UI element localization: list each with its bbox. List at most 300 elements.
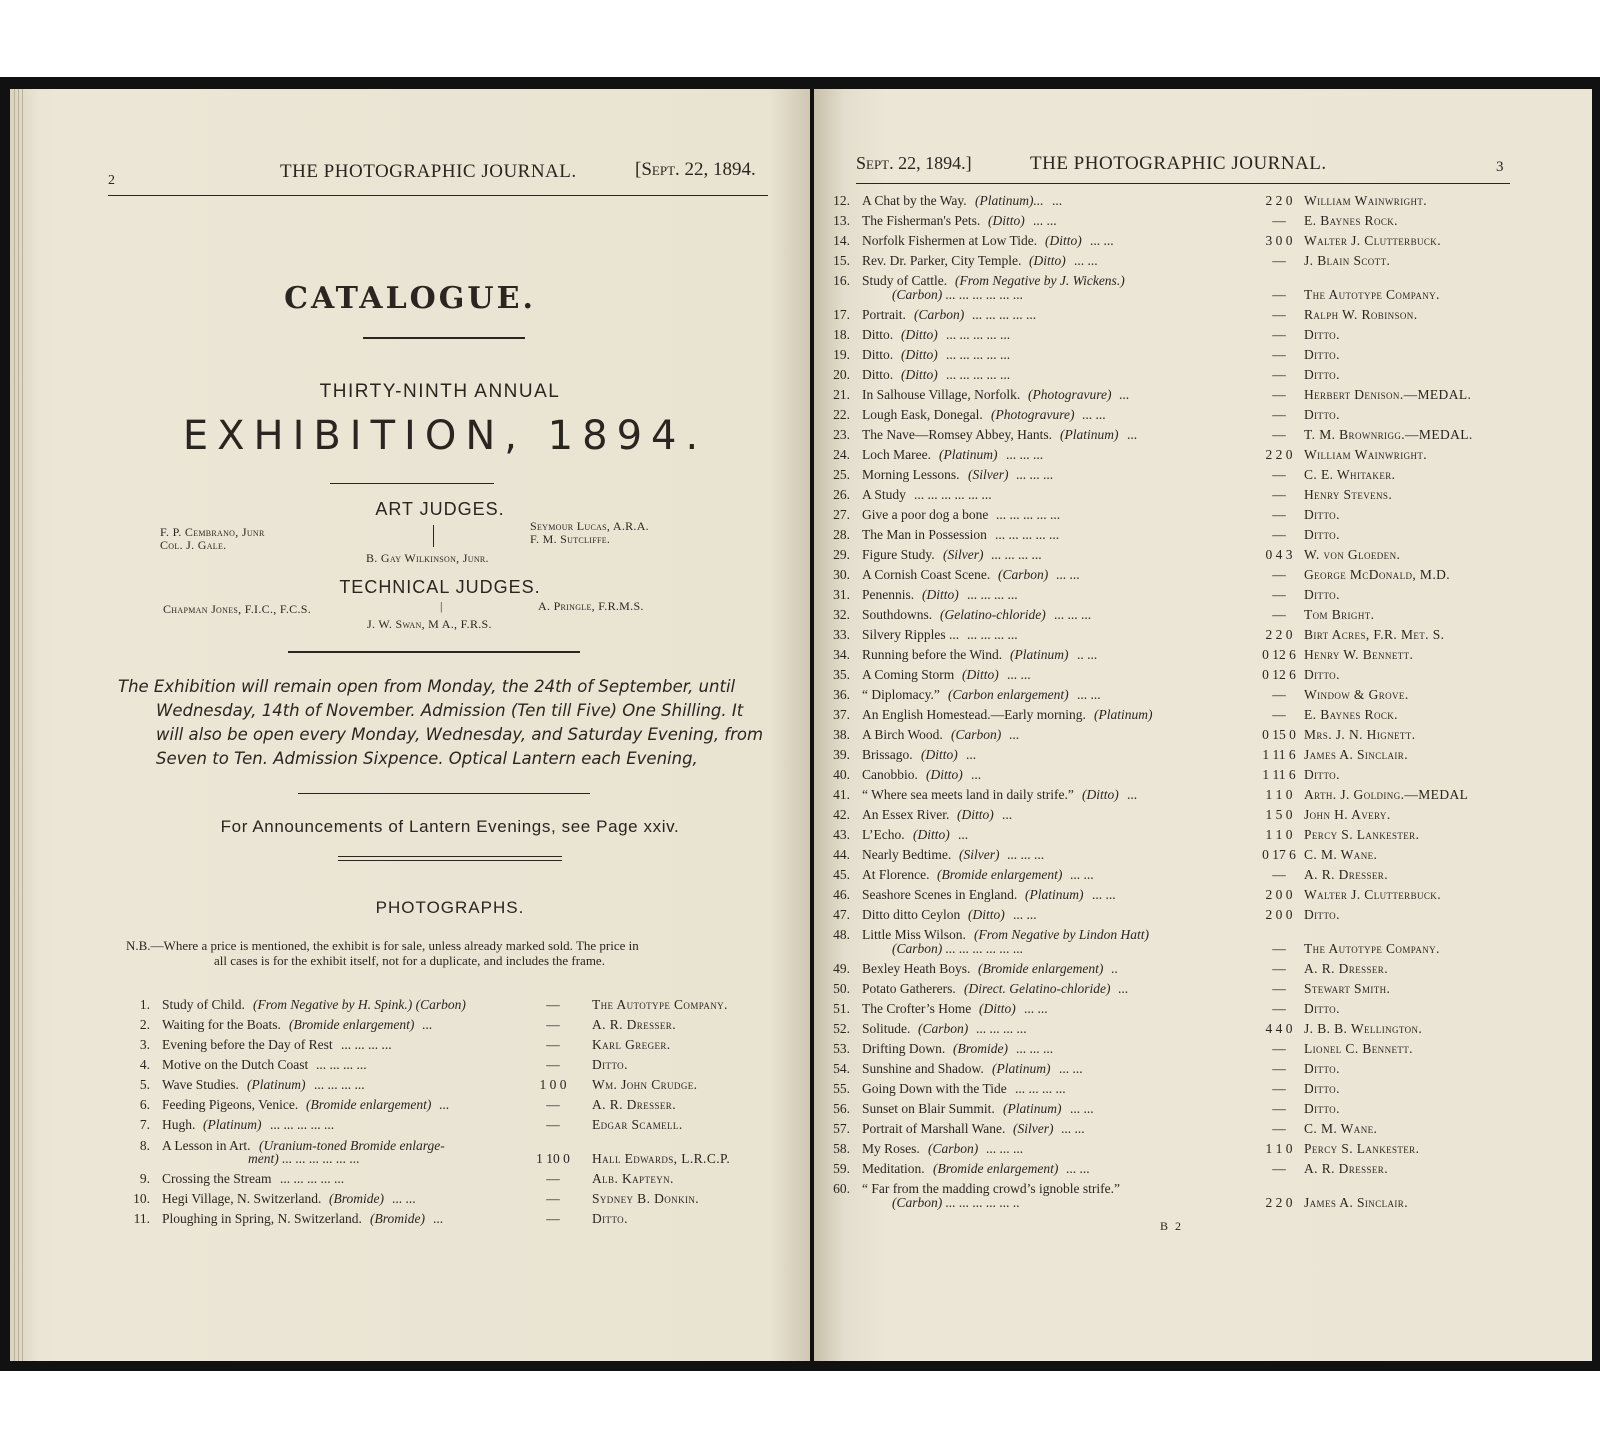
entry-title: Canobbio.	[862, 767, 918, 782]
art-judges-heading: ART JUDGES.	[375, 499, 505, 519]
entry-leader: ... ... ... ...	[1015, 1081, 1066, 1096]
entry-title: Give a poor dog a bone	[862, 507, 989, 522]
entry-exhibitor: Birt Acres, F.R. Met. S.	[1304, 627, 1445, 642]
entry-price: —	[1272, 1121, 1286, 1136]
entry-title: Ploughing in Spring, N. Switzerland.	[162, 1211, 362, 1226]
entry-exhibitor: William Wainwright.	[1304, 447, 1428, 462]
catalogue-entry	[814, 193, 1584, 213]
entry-exhibitor: Tom Bright.	[1304, 607, 1375, 622]
entry-medium: (Ditto)	[901, 327, 938, 342]
entry-leader: ... ... ... ... ...	[270, 1117, 335, 1132]
entry-title: Nearly Bedtime.	[862, 847, 952, 862]
entry-price: —	[1272, 1061, 1286, 1076]
entry-continuation: (Carbon) ... ... ... ... ... ...	[892, 287, 1024, 302]
entry-medium: (Bromide)	[329, 1191, 384, 1206]
entry-price: —	[1272, 607, 1286, 622]
entry-price: —	[1272, 487, 1286, 502]
entry-exhibitor: Ditto.	[1304, 1061, 1340, 1076]
entry-number: 27.	[833, 507, 850, 522]
entry-medium: (Silver)	[968, 467, 1009, 482]
entry-exhibitor: Ditto.	[1304, 767, 1340, 782]
lantern-announcement: For Announcements of Lantern Evenings, see Page xxiv.	[220, 817, 680, 836]
entry-medium: (From Negative by J. Wickens.)	[955, 273, 1125, 288]
right-page-number: 3	[1496, 159, 1504, 175]
entry-title: Hugh.	[162, 1117, 196, 1132]
entry-medium: (Platinum)	[939, 447, 998, 462]
entry-number: 12.	[833, 193, 850, 208]
entry-leader: ... ... ... ... ... ...	[914, 487, 992, 502]
header-rule	[856, 183, 1510, 184]
catalogue-entry	[814, 307, 1584, 327]
entry-exhibitor: Lionel C. Bennett.	[1304, 1041, 1413, 1056]
entry-number: 33.	[833, 627, 850, 642]
entry-price: —	[1272, 707, 1286, 722]
entry-title: An English Homestead.—Early morning.	[862, 707, 1086, 722]
entry-exhibitor: Henry W. Bennett.	[1304, 647, 1414, 662]
entry-leader: ... ... ... ... ...	[946, 367, 1011, 382]
entry-exhibitor: Ditto.	[1304, 527, 1340, 542]
entry-number: 51.	[833, 1001, 850, 1016]
entry-number: 36.	[833, 687, 850, 702]
entry-number: 31.	[833, 587, 850, 602]
entry-exhibitor: W. von Gloeden.	[1304, 547, 1401, 562]
entry-medium: (Bromide)	[370, 1211, 425, 1226]
left-page	[10, 89, 810, 1361]
entry-number: 37.	[833, 707, 850, 722]
technical-judge: A. Pringle, F.R.M.S.	[538, 599, 644, 613]
right-running-date: Sept. 22, 1894.]	[856, 153, 972, 173]
entry-title: A Lesson in Art.	[162, 1138, 251, 1153]
entry-exhibitor: Ditto.	[1304, 667, 1340, 682]
entry-price: 1 11 6	[1262, 767, 1296, 782]
entry-title: Lough Eask, Donegal.	[862, 407, 983, 422]
entry-exhibitor: Ralph W. Robinson.	[1304, 307, 1418, 322]
entry-medium: (Bromide enlargement)	[933, 1161, 1059, 1176]
entry-leader: ... ... ...	[1054, 607, 1092, 622]
entry-price: 2 0 0	[1265, 907, 1293, 922]
entry-title: Penennis.	[862, 587, 915, 602]
nb-note	[126, 938, 796, 968]
entry-medium: (Ditto)	[901, 367, 938, 382]
entry-exhibitor: C. E. Whitaker.	[1304, 467, 1396, 482]
entry-medium: (Bromide enlargement)	[978, 961, 1104, 976]
entry-price: —	[1272, 327, 1286, 342]
entry-leader: ...	[1118, 981, 1129, 996]
entry-number: 60.	[833, 1181, 850, 1196]
entry-title: Brissago.	[862, 747, 913, 762]
catalogue-entry	[814, 253, 1584, 273]
entry-number: 15.	[833, 253, 850, 268]
entry-leader: ... ... ... ...	[341, 1037, 392, 1052]
entry-exhibitor: Ditto.	[1304, 1101, 1340, 1116]
entry-number: 42.	[833, 807, 850, 822]
catalogue-entry	[814, 1141, 1584, 1161]
entry-leader: ...	[433, 1211, 444, 1226]
art-judge: Seymour Lucas, A.R.A.	[530, 519, 649, 533]
catalogue-entry	[814, 1101, 1584, 1121]
entry-leader: ... ... ...	[1016, 1041, 1054, 1056]
entry-title: Ditto.	[862, 327, 894, 342]
catalogue-entry	[814, 487, 1584, 507]
catalogue-entry	[814, 367, 1584, 387]
entry-exhibitor: J. Blain Scott.	[1304, 253, 1391, 268]
catalogue-entry	[10, 1138, 790, 1166]
entry-exhibitor: Wm. John Crudge.	[592, 1077, 698, 1092]
entry-price: —	[1272, 527, 1286, 542]
entry-price: —	[1272, 867, 1286, 882]
divider-rule	[288, 651, 580, 653]
entry-title: Study of Child.	[162, 997, 245, 1012]
entry-medium: (Platinum)	[203, 1117, 262, 1132]
catalogue-entry	[814, 233, 1584, 253]
entry-number: 13.	[833, 213, 850, 228]
entry-medium: (Carbon)	[918, 1021, 969, 1036]
entry-exhibitor: The Autotype Company.	[1304, 287, 1440, 302]
entry-medium: (Uranium-toned Bromide enlarge-	[259, 1138, 445, 1153]
entry-title: Southdowns.	[862, 607, 933, 622]
entry-exhibitor: J. B. B. Wellington.	[1304, 1021, 1423, 1036]
entry-leader: ...	[439, 1097, 450, 1112]
entry-leader: ... ...	[1033, 213, 1057, 228]
entry-price: —	[1272, 961, 1286, 976]
entry-number: 45.	[833, 867, 850, 882]
entry-medium: (Gelatino-chloride)	[940, 607, 1046, 622]
entry-title: In Salhouse Village, Norfolk.	[862, 387, 1021, 402]
entry-title: Seashore Scenes in England.	[862, 887, 1018, 902]
entry-title: Figure Study.	[862, 547, 935, 562]
entry-leader: ...	[958, 827, 969, 842]
entry-exhibitor: E. Baynes Rock.	[1304, 707, 1398, 722]
entry-price: —	[1272, 347, 1286, 362]
entry-medium: (Ditto)	[957, 807, 994, 822]
entry-leader: ... ... ...	[1016, 467, 1054, 482]
notice-line: Wednesday, 14th of November. Admission (Ten till Five) One Shilling. It	[156, 701, 744, 720]
catalogue-entry	[814, 727, 1584, 747]
art-judge: B. Gay Wilkinson, Junr.	[366, 551, 489, 565]
entry-price: —	[1272, 307, 1286, 322]
entry-title: Little Miss Wilson.	[862, 927, 966, 942]
entry-exhibitor: A. R. Dresser.	[1304, 1161, 1388, 1176]
entry-title: Potato Gatherers.	[862, 981, 956, 996]
entry-title: Meditation.	[862, 1161, 925, 1176]
catalogue-entry	[814, 273, 1584, 302]
entry-price: —	[1272, 507, 1286, 522]
entry-price: —	[546, 997, 560, 1012]
catalogue-entry	[814, 981, 1584, 1001]
divider-rule	[338, 860, 562, 861]
entry-medium: (Bromide)	[953, 1041, 1008, 1056]
entry-leader: ...	[1119, 387, 1130, 402]
entry-exhibitor: Hall Edwards, L.R.C.P.	[592, 1151, 731, 1166]
entry-number: 4.	[139, 1057, 150, 1072]
catalogue-entry	[814, 907, 1584, 927]
entry-exhibitor: James A. Sinclair.	[1304, 747, 1408, 762]
entry-price: —	[1272, 941, 1286, 956]
entry-title: “ Where sea meets land in daily strife.”	[862, 787, 1074, 802]
entry-exhibitor: C. M. Wane.	[1304, 847, 1378, 862]
entry-leader: ... ...	[1092, 887, 1116, 902]
catalogue-entry	[814, 767, 1584, 787]
catalogue-entry	[814, 627, 1584, 647]
entry-continuation: ment) ... ... ... ... ... ...	[248, 1151, 360, 1166]
entry-exhibitor: Arth. J. Golding.—MEDAL	[1304, 787, 1469, 802]
catalogue-entry	[10, 1117, 790, 1137]
entry-number: 7.	[139, 1117, 150, 1132]
entry-price: —	[546, 1191, 560, 1206]
entry-title: A Cornish Coast Scene.	[862, 567, 991, 582]
entry-medium: (Photogravure)	[1028, 387, 1112, 402]
entry-exhibitor: The Autotype Company.	[1304, 941, 1440, 956]
entry-exhibitor: George McDonald, M.D.	[1304, 567, 1451, 582]
entry-medium: (Bromide enlargement)	[306, 1097, 432, 1112]
entry-leader: ... ... ... ... ...	[280, 1171, 345, 1186]
entry-exhibitor: John H. Avery.	[1304, 807, 1391, 822]
entry-number: 39.	[833, 747, 850, 762]
nb-line: all cases is for the exhibit itself, not for a duplicate, and includes the frame.	[214, 953, 605, 968]
entry-medium: (Ditto)	[913, 827, 950, 842]
entry-number: 34.	[833, 647, 850, 662]
catalogue-entry	[814, 407, 1584, 427]
entry-exhibitor: James A. Sinclair.	[1304, 1195, 1408, 1210]
entry-price: 0 12 6	[1262, 647, 1296, 662]
entry-number: 53.	[833, 1041, 850, 1056]
catalogue-entry	[10, 1057, 790, 1077]
entry-title: L’Echo.	[862, 827, 905, 842]
entry-leader: ... ...	[1061, 1121, 1085, 1136]
entry-leader: ... ... ... ... ...	[995, 527, 1060, 542]
entry-medium: (Platinum)	[992, 1061, 1051, 1076]
catalogue-entry	[814, 707, 1584, 727]
entry-title: Wave Studies.	[162, 1077, 239, 1092]
catalogue-entry	[814, 827, 1584, 847]
entry-medium: (Photogravure)	[991, 407, 1075, 422]
notice-line: will also be open every Monday, Wednesday, and Saturday Evening, from	[156, 725, 764, 744]
entry-title: A Study	[862, 487, 906, 502]
entry-leader: ... ... ... ... ...	[996, 507, 1061, 522]
entry-exhibitor: Ditto.	[1304, 327, 1340, 342]
entry-medium: (Carbon)	[928, 1141, 979, 1156]
entry-number: 21.	[833, 387, 850, 402]
entry-leader: .. ...	[1077, 647, 1098, 662]
catalogue-entry	[814, 447, 1584, 467]
catalogue-entry	[814, 1181, 1584, 1210]
catalogue-entry	[814, 667, 1584, 687]
entry-number: 16.	[833, 273, 850, 288]
catalogue-entry	[10, 997, 790, 1017]
catalogue-entry	[10, 1097, 790, 1117]
entry-leader: ... ...	[1056, 567, 1080, 582]
entry-number: 17.	[833, 307, 850, 322]
entry-leader: ...	[1127, 427, 1138, 442]
entry-leader: ... ...	[1074, 253, 1098, 268]
entry-medium: (Platinum)	[1060, 427, 1119, 442]
entry-title: A Coming Storm	[862, 667, 955, 682]
catalogue-entry	[814, 927, 1584, 956]
entry-medium: (Ditto)	[979, 1001, 1016, 1016]
entry-number: 58.	[833, 1141, 850, 1156]
entry-price: —	[1272, 367, 1286, 382]
book-spread	[0, 77, 1600, 1371]
photographs-heading: PHOTOGRAPHS.	[375, 898, 525, 917]
entry-title: Sunshine and Shadow.	[862, 1061, 984, 1076]
entry-title: At Florence.	[862, 867, 930, 882]
entry-price: 2 2 0	[1265, 447, 1293, 462]
entry-exhibitor: Ditto.	[1304, 407, 1340, 422]
entry-medium: (Silver)	[943, 547, 984, 562]
entry-medium: (Ditto)	[988, 213, 1025, 228]
entry-title: Motive on the Dutch Coast	[162, 1057, 309, 1072]
entry-leader: ...	[1127, 787, 1138, 802]
entry-exhibitor: Walter J. Clutterbuck.	[1304, 887, 1441, 902]
entry-price: —	[1272, 1161, 1286, 1176]
entry-number: 9.	[139, 1171, 150, 1186]
entry-title: “ Diplomacy.”	[862, 687, 940, 702]
entry-number: 25.	[833, 467, 850, 482]
catalogue-entry	[814, 847, 1584, 867]
page-signature: B 2	[1160, 1219, 1184, 1233]
entry-title: Going Down with the Tide	[862, 1081, 1007, 1096]
entry-price: —	[1272, 387, 1286, 402]
entry-number: 11.	[133, 1211, 150, 1226]
entry-leader: ...	[1009, 727, 1020, 742]
entry-leader: ...	[966, 747, 977, 762]
entry-exhibitor: Walter J. Clutterbuck.	[1304, 233, 1441, 248]
entry-number: 48.	[833, 927, 850, 942]
divider-rule	[338, 856, 562, 857]
entry-leader: ... ...	[1070, 1101, 1094, 1116]
technical-judge: Chapman Jones, F.I.C., F.C.S.	[163, 602, 312, 616]
entry-title: Portrait.	[862, 307, 906, 322]
catalogue-entry	[814, 1001, 1584, 1021]
catalogue-heading: CATALOGUE.	[284, 281, 536, 316]
entry-number: 1.	[139, 997, 150, 1012]
entry-exhibitor: A. R. Dresser.	[1304, 961, 1388, 976]
entry-leader: ...	[1052, 193, 1063, 208]
catalogue-entry	[814, 1081, 1584, 1101]
entry-price: 1 10 0	[536, 1151, 570, 1166]
entry-number: 43.	[833, 827, 850, 842]
catalogue-entry	[814, 327, 1584, 347]
entry-title: Portrait of Marshall Wane.	[862, 1121, 1006, 1136]
entry-exhibitor: Ditto.	[1304, 1081, 1340, 1096]
catalogue-entry	[814, 687, 1584, 707]
catalogue-entry	[814, 887, 1584, 907]
catalogue-entry	[814, 1121, 1584, 1141]
entry-exhibitor: Percy S. Lankester.	[1304, 827, 1420, 842]
entry-price: —	[546, 1037, 560, 1052]
entry-medium: (From Negative by H. Spink.) (Carbon)	[253, 997, 466, 1012]
entry-price: —	[546, 1097, 560, 1112]
entry-price: —	[1272, 687, 1286, 702]
entry-exhibitor: Ditto.	[1304, 367, 1340, 382]
entry-title: Study of Cattle.	[862, 273, 948, 288]
entry-exhibitor: Herbert Denison.—MEDAL.	[1304, 387, 1472, 402]
catalogue-entry	[814, 467, 1584, 487]
entry-title: Solitude.	[862, 1021, 911, 1036]
right-running-title: THE PHOTOGRAPHIC JOURNAL.	[1030, 153, 1327, 174]
entry-number: 56.	[833, 1101, 850, 1116]
entry-medium: (Carbon enlargement)	[948, 687, 1069, 702]
entry-exhibitor: Ditto.	[1304, 1001, 1340, 1016]
entry-exhibitor: A. R. Dresser.	[1304, 867, 1388, 882]
entry-price: 1 1 0	[1265, 1141, 1293, 1156]
entry-price: 2 2 0	[1265, 627, 1293, 642]
entry-number: 38.	[833, 727, 850, 742]
entry-price: —	[1272, 1101, 1286, 1116]
entry-exhibitor: Karl Greger.	[592, 1037, 671, 1052]
entry-price: —	[1272, 567, 1286, 582]
entry-exhibitor: Alb. Kapteyn.	[592, 1171, 674, 1186]
entry-medium: (Ditto)	[1029, 253, 1066, 268]
entry-price: 2 0 0	[1265, 887, 1293, 902]
entry-medium: (Platinum)	[1003, 1101, 1062, 1116]
entry-exhibitor: Sydney B. Donkin.	[592, 1191, 700, 1206]
judge-separator: |	[440, 599, 443, 613]
entry-title: Loch Maree.	[862, 447, 931, 462]
catalogue-entry	[814, 567, 1584, 587]
entry-price: 2 2 0	[1265, 193, 1293, 208]
divider-rule	[363, 337, 525, 339]
entry-medium: (Carbon)	[998, 567, 1049, 582]
entry-leader: ... ... ... ...	[967, 587, 1018, 602]
left-page-number: 2	[108, 173, 115, 188]
entry-number: 22.	[833, 407, 850, 422]
entry-medium: (Carbon)	[914, 307, 965, 322]
entry-exhibitor: Ditto.	[1304, 907, 1340, 922]
entry-exhibitor: Ditto.	[1304, 587, 1340, 602]
entry-leader: ... ... ... ... ...	[972, 307, 1037, 322]
entry-title: A Chat by the Way.	[862, 193, 967, 208]
entry-price: 2 2 0	[1265, 1195, 1293, 1210]
entry-price: 0 15 0	[1262, 727, 1296, 742]
entry-title: My Roses.	[862, 1141, 920, 1156]
entry-number: 28.	[833, 527, 850, 542]
entry-leader: ... ...	[1007, 667, 1031, 682]
left-running-date: [Sept. 22, 1894.	[635, 159, 756, 180]
entry-title: Sunset on Blair Summit.	[862, 1101, 995, 1116]
entry-exhibitor: Window & Grove.	[1304, 687, 1409, 702]
right-page	[814, 89, 1592, 1361]
nb-line: N.B.—Where a price is mentioned, the exhibit is for sale, unless already marked sold. The price in	[126, 938, 639, 953]
entry-number: 26.	[833, 487, 850, 502]
catalogue-entry	[814, 1161, 1584, 1181]
entry-price: 3 0 0	[1265, 233, 1293, 248]
entry-title: Feeding Pigeons, Venice.	[162, 1097, 299, 1112]
entry-leader: ... ... ... ...	[314, 1077, 365, 1092]
entry-leader: ... ...	[1070, 867, 1094, 882]
technical-judges-heading: TECHNICAL JUDGES.	[339, 577, 541, 597]
catalogue-entry	[814, 427, 1584, 447]
technical-judge: J. W. Swan, M A., F.R.S.	[367, 617, 492, 631]
entry-number: 40.	[833, 767, 850, 782]
annual-line: THIRTY-NINTH ANNUAL	[319, 381, 561, 402]
entry-number: 2.	[139, 1017, 150, 1032]
entry-number: 52.	[833, 1021, 850, 1036]
exhibition-title: EXHIBITION, 1894.	[182, 413, 708, 459]
entry-title: Waiting for the Boats.	[162, 1017, 281, 1032]
entry-medium: (Ditto)	[901, 347, 938, 362]
entry-price: —	[1272, 253, 1286, 268]
entry-exhibitor: Ditto.	[592, 1057, 628, 1072]
entry-number: 8.	[139, 1138, 150, 1153]
entry-medium: (Ditto)	[922, 587, 959, 602]
entry-medium: (Platinum)	[1010, 647, 1069, 662]
entry-number: 23.	[833, 427, 850, 442]
entry-medium: (Ditto)	[921, 747, 958, 762]
entry-medium: (Platinum)...	[975, 193, 1044, 208]
divider-rule	[330, 483, 494, 484]
entry-price: —	[1272, 587, 1286, 602]
